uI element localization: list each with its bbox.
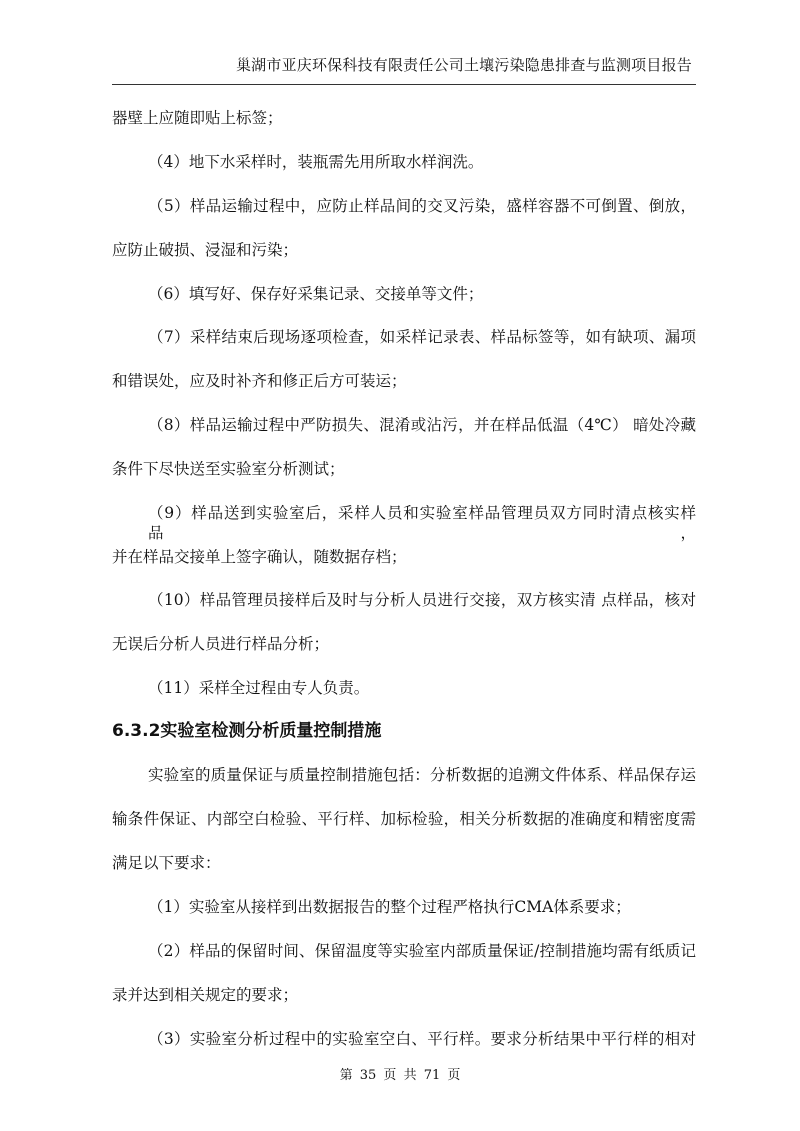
list-item-8: （8）样品运输过程中严防损失、混淆或沾污，并在样品低温（4℃） 暗处冷藏 <box>148 416 696 434</box>
list-item-8-cont: 条件下尽快送至实验室分析测试； <box>112 460 345 478</box>
page-number: 第 35 页 共 71 页 <box>339 1068 461 1083</box>
requirement-item-1: （1）实验室从接样到出数据报告的整个过程严格执行CMA体系要求； <box>148 898 631 916</box>
requirement-item-2: （2）样品的保留时间、保留温度等实验室内部质量保证/控制措施均需有纸质记 <box>148 942 696 960</box>
list-item-9-cont: 并在样品交接单上签字确认，随数据存档； <box>112 548 407 566</box>
paragraph-line: 输条件保证、内部空白检验、平行样、加标检验，相关分析数据的准确度和精密度需 <box>112 810 696 828</box>
list-item-10-cont: 无误后分析人员进行样品分析； <box>112 635 330 653</box>
list-item-6: （6）填写好、保存好采集记录、交接单等文件； <box>148 285 484 303</box>
list-item-7-cont: 和错误处，应及时补齐和修正后方可装运； <box>112 372 407 390</box>
list-item-5-cont: 应防止破损、浸湿和污染； <box>112 241 299 259</box>
requirement-item-2-cont: 录并达到相关规定的要求； <box>112 986 299 1004</box>
list-item-9: （9）样品送到实验室后，采样人员和实验室样品管理员双方同时清点核实样品， <box>148 504 696 542</box>
list-item-4: （4）地下水采样时，装瓶需先用所取水样润洗。 <box>148 153 484 171</box>
paragraph-line: 器壁上应随即贴上标签； <box>112 109 283 127</box>
paragraph-line: 实验室的质量保证与质量控制措施包括：分析数据的追溯文件体系、样品保存运 <box>148 766 696 784</box>
running-header: 巢湖市亚庆环保科技有限责任公司土壤污染隐患排查与监测项目报告 <box>235 56 692 74</box>
section-heading: 6.3.2实验室检测分析质量控制措施 <box>112 721 382 741</box>
list-item-10: （10）样品管理员接样后及时与分析人员进行交接，双方核实清 点样品，核对 <box>148 591 696 609</box>
header-divider <box>112 84 696 85</box>
paragraph-line: 满足以下要求： <box>112 854 221 872</box>
list-item-5: （5）样品运输过程中，应防止样品间的交叉污染，盛样容器不可倒置、倒放， <box>148 197 696 215</box>
list-item-11: （11）采样全过程由专人负责。 <box>148 679 370 697</box>
list-item-7: （7）采样结束后现场逐项检查，如采样记录表、样品标签等，如有缺项、漏项 <box>148 328 696 346</box>
requirement-item-3: （3）实验室分析过程中的实验室空白、平行样。要求分析结果中平行样的相对 <box>148 1030 696 1048</box>
